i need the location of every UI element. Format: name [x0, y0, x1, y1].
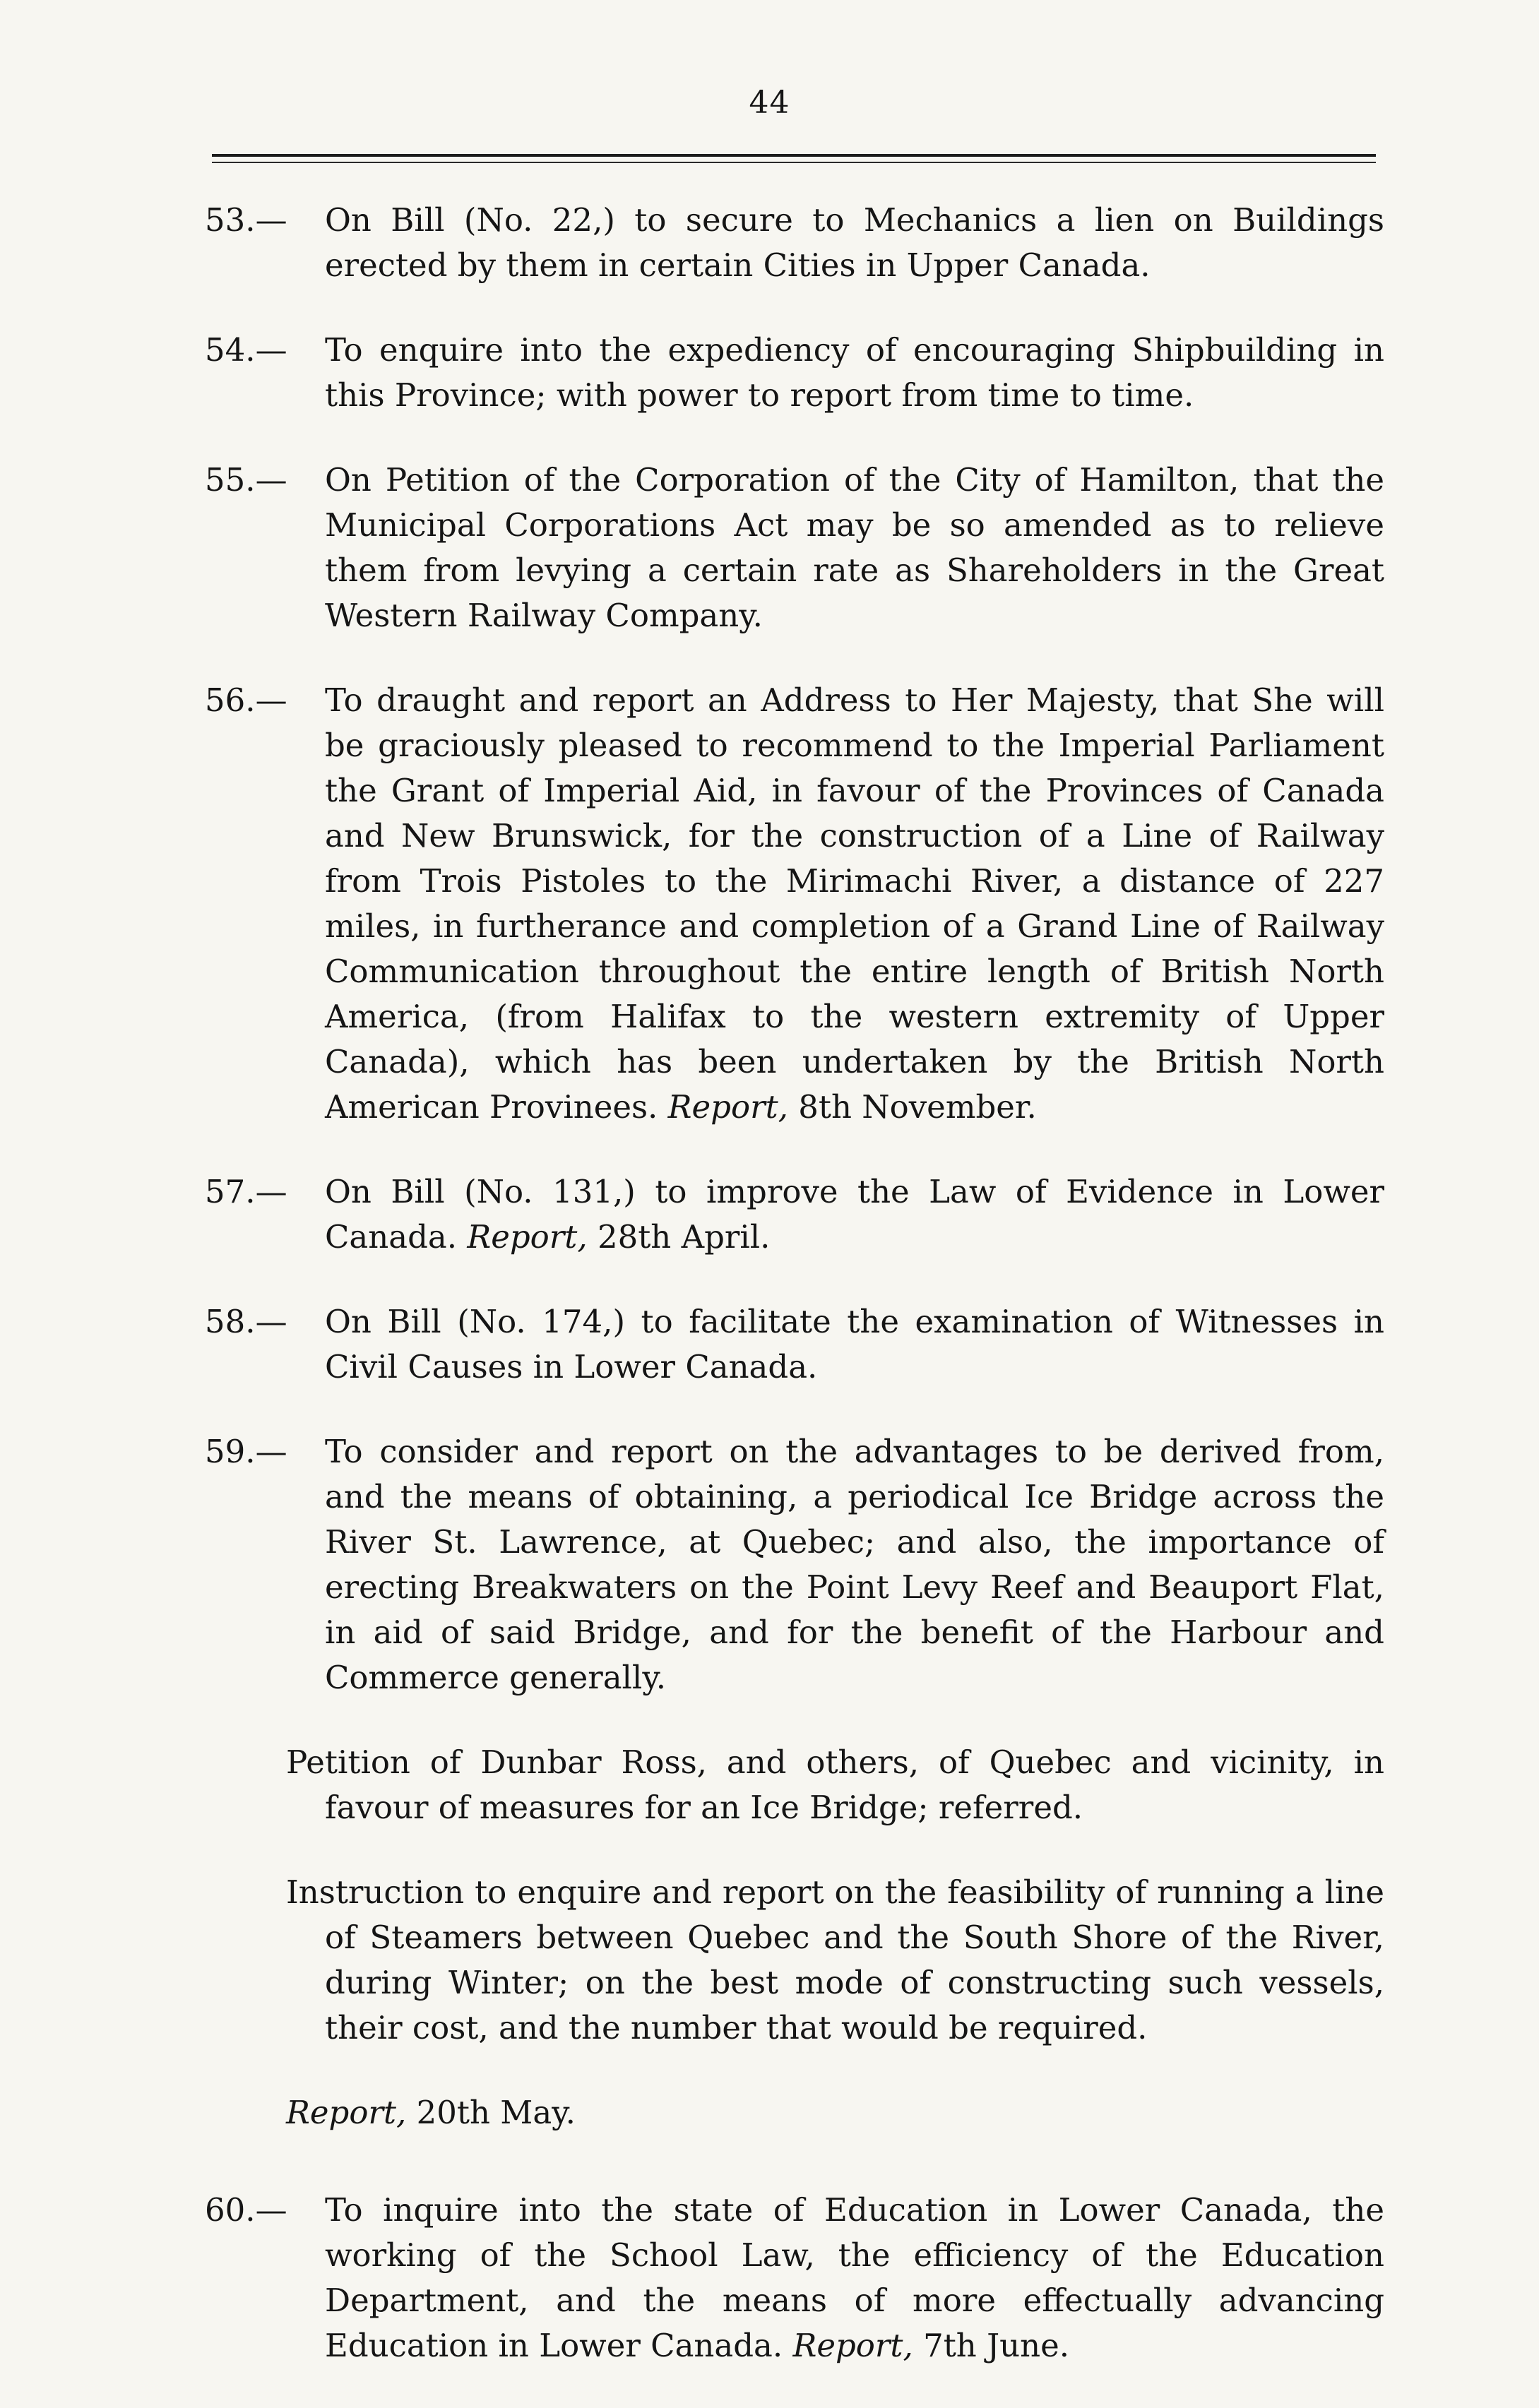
petition-paragraph: Petition of Dunbar Ross, and others, of Quebec and vicinity, in favour of measures for an Ice Bridge; referred. — [286, 1744, 1384, 1826]
entry-60 — [205, 2188, 1384, 2368]
entry-text: On Bill (No. 22,) to secure to Mechanics a lien on Buildings erected by them in certain Cities in Upper Canada. — [325, 201, 1384, 284]
report-date: 28th April. — [597, 1218, 771, 1256]
entry-number: 59.— — [205, 1433, 287, 1470]
entry-54 — [205, 328, 1384, 418]
entry-text: On Bill (No. 131,) to improve the Law of Evidence in Lower Canada. — [325, 1173, 1384, 1256]
page-number: 44 — [749, 85, 790, 121]
entry-text: To enquire into the expediency of encouraging Shipbuilding in this Province; with power to report from time to time. — [325, 331, 1384, 414]
entry-number: 58.— — [205, 1303, 287, 1340]
entry-55 — [205, 458, 1384, 638]
report-line-59 — [286, 2090, 1384, 2135]
entry-58 — [205, 1299, 1384, 1390]
entry-number: 57.— — [205, 1173, 287, 1210]
entry-57 — [205, 1169, 1384, 1260]
entry-number: 60.— — [205, 2191, 287, 2229]
entry-text: To consider and report on the advantages to be derived from, and the means of obtaining, a periodical Ice Bridge across the River St. Lawrence, at Quebec; and also, the importance of erecting Breakwaters on the Point Levy Reef and Beauport Flat, in aid of said Bridge, and for the benefit of the Harbour and Commerce generally. — [325, 1433, 1384, 1696]
entry-59 — [205, 1429, 1384, 1700]
report-date: 7th June. — [923, 2327, 1070, 2364]
header-double-rule — [212, 154, 1376, 167]
committee-list — [205, 198, 1384, 2408]
report-date: 20th May. — [416, 2094, 576, 2131]
entry-text: On Bill (No. 174,) to facilitate the examination of Witnesses in Civil Causes in Lower Canada. — [325, 1303, 1384, 1385]
report-label: Report, — [667, 1088, 788, 1126]
entry-number: 56.— — [205, 681, 287, 719]
report-label: Report, — [286, 2094, 407, 2131]
entry-number: 55.— — [205, 461, 287, 499]
header-rule-thick — [212, 154, 1376, 157]
instruction-paragraph: Instruction to enquire and report on the feasibility of running a line of Steamers between Quebec and the South Shore of the River, during Winter; on the best mode of constructing such vessels, their cost, and the number that would be required. — [286, 1873, 1384, 2046]
entry-text: To draught and report an Address to Her Majesty, that She will be graciously pleased to recommend to the Imperial Parliament the Grant of Imperial Aid, in favour of the Provinces of Canada and New Brunswick, for the construction of a Line of Railway from Trois Pistoles to the Mirimachi River, a distance of 227 miles, in furtherance and completion of a Grand Line of Railway Communication throughout the entire length of British North America, (from Halifax to the western extremity of Upper Canada), which has been undertaken by the British North American Provinees. — [325, 681, 1384, 1126]
entry-text: To inquire into the state of Education in Lower Canada, the working of the School Law, the efficiency of the Education Department, and the means of more effectually advancing Education in Lower Canada. — [325, 2191, 1384, 2364]
entry-number: 54.— — [205, 331, 287, 369]
entry-number: 53.— — [205, 201, 287, 239]
entry-text: On Petition of the Corporation of the City of Hamilton, that the Municipal Corporations Act may be so amended as to relieve them from levying a certain rate as Shareholders in the Great Western Railway Company. — [325, 461, 1384, 634]
entry-56 — [205, 678, 1384, 1130]
entry-53 — [205, 198, 1384, 288]
report-date: 8th November. — [798, 1088, 1037, 1126]
report-label: Report, — [467, 1218, 588, 1256]
header-rule-thin — [212, 162, 1376, 163]
report-label: Report, — [792, 2327, 913, 2364]
